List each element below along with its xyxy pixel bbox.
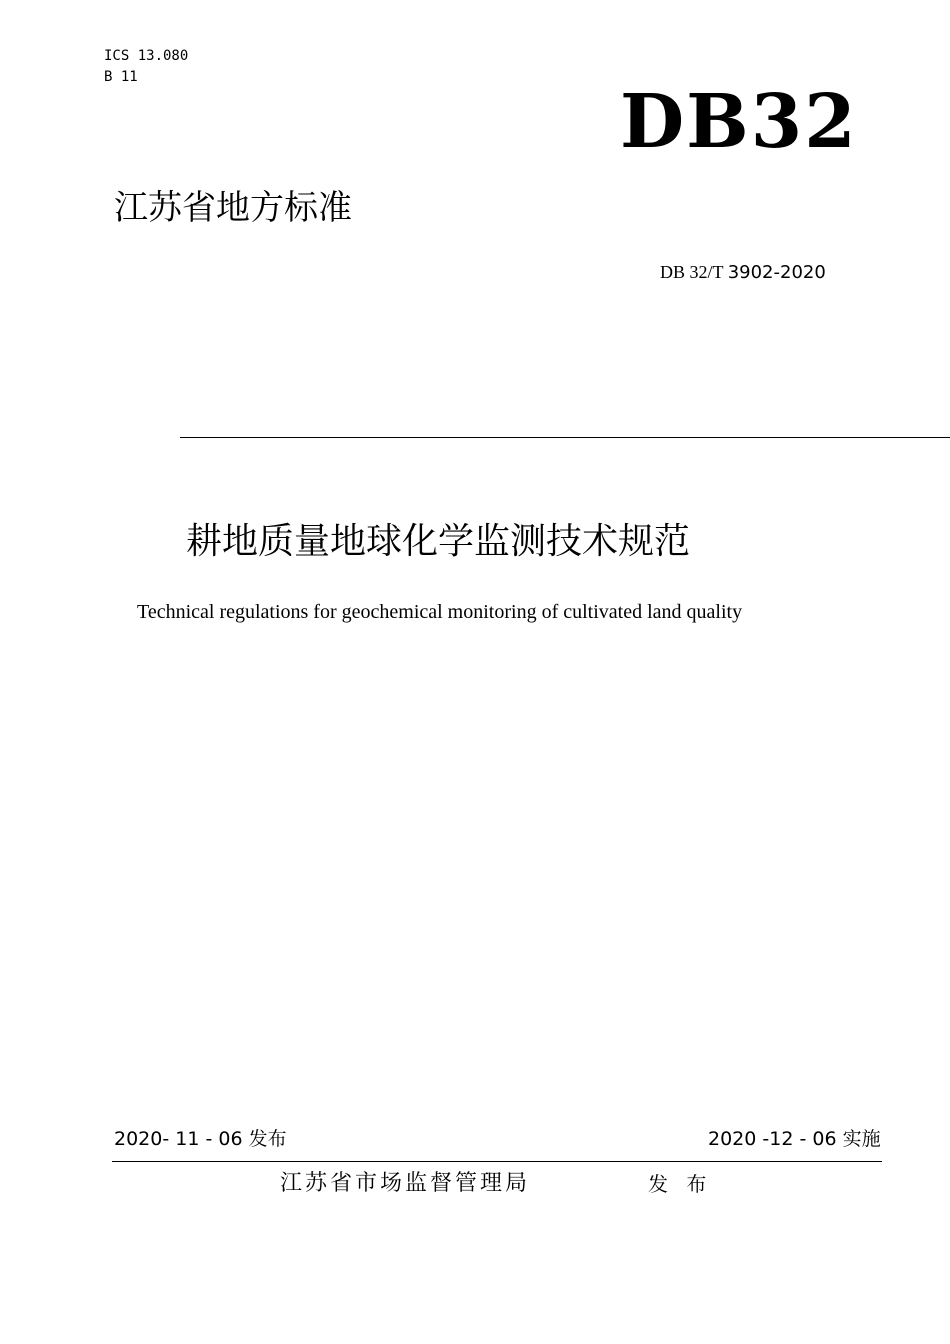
bottom-divider xyxy=(112,1161,882,1162)
standard-type: 江苏省地方标准 xyxy=(114,188,352,228)
title-english: Technical regulations for geochemical monitoring of cultivated land quality xyxy=(137,601,743,623)
ics-code: ICS 13.080 xyxy=(104,48,189,64)
standard-number-prefix: DB 32/T xyxy=(660,262,728,282)
standard-logo: DB32 xyxy=(620,79,858,165)
top-divider xyxy=(180,437,950,438)
classification-code: B 11 xyxy=(104,69,138,85)
issuing-authority: 江苏省市场监督管理局 xyxy=(280,1171,531,1196)
implementation-date: 2020 -12 - 06 实施 xyxy=(708,1128,881,1150)
standard-number-code: 3902-2020 xyxy=(727,262,826,283)
issuing-label: 发 布 xyxy=(648,1172,713,1196)
issue-date: 2020- 11 - 06 发布 xyxy=(114,1128,287,1150)
standard-number xyxy=(660,261,826,284)
title-chinese: 耕地质量地球化学监测技术规范 xyxy=(186,521,691,562)
